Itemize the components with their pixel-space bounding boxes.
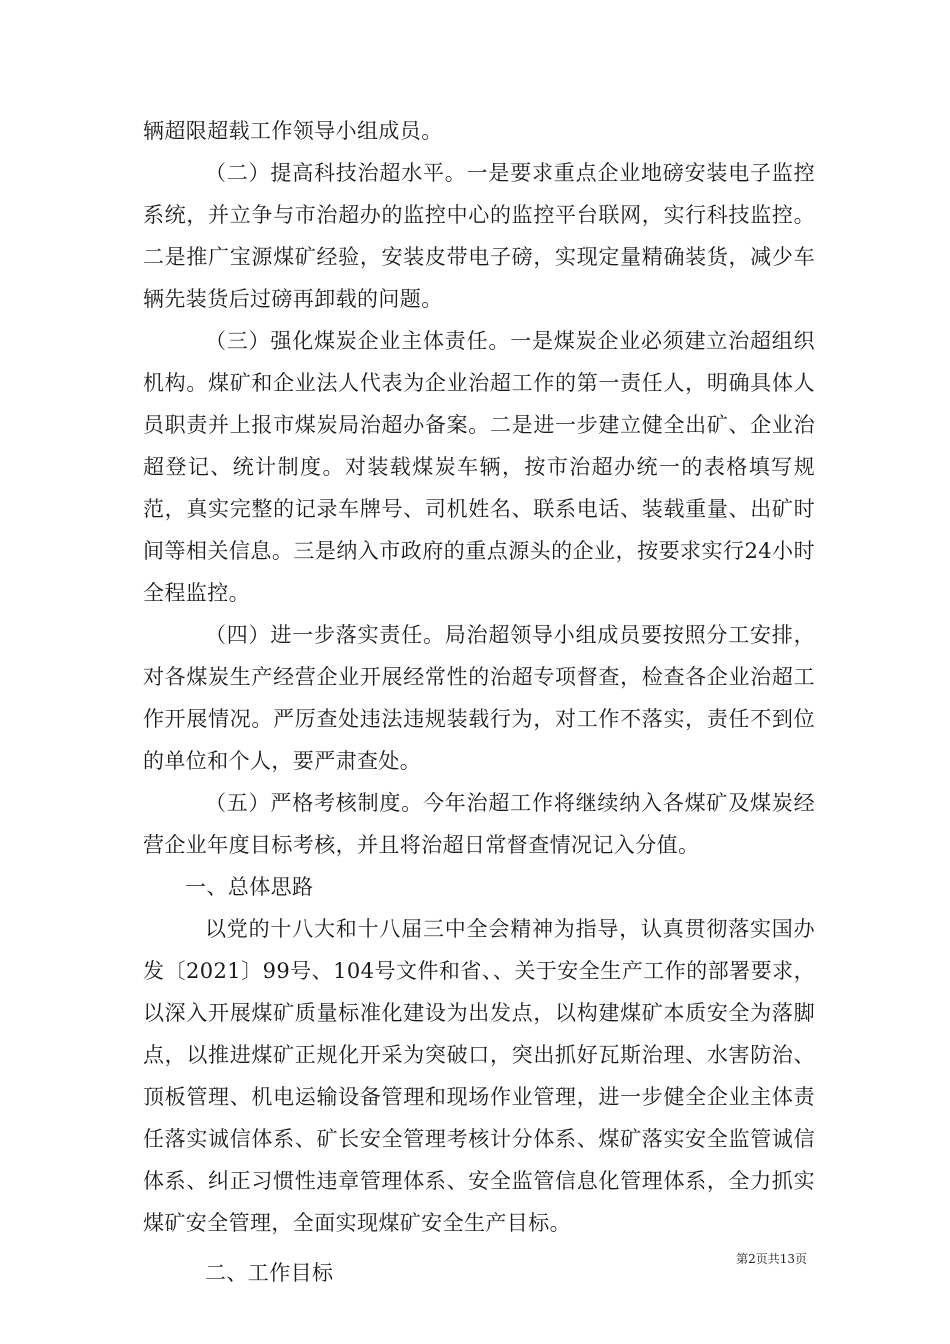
paragraph-section-4: （四）进一步落实责任。局治超领导小组成员要按照分工安排，对各煤炭生产经营企业开展经常性的治超专项督查，检查各企业治超工作开展情况。严厉查处违法违规装载行为，对工作不落实，责任不到位的单位和个人，要严肃查处。 [143, 623, 815, 773]
heading-work-goals: 二、工作目标 [205, 1261, 334, 1285]
page-number: 第2页共13页 [736, 1252, 807, 1266]
paragraph-section-2: （二）提高科技治超水平。一是要求重点企业地磅安装电子监控系统，并立争与市治超办的监控中心的监控平台联网，实行科技监控。二是推广宝源煤矿经验，安装皮带电子磅，实现定量精确装货，减少车辆先装货后过磅再卸载的问题。 [143, 161, 815, 311]
heading-overall-approach: 一、总体思路 [185, 875, 314, 899]
paragraph-section-5: （五）严格考核制度。今年治超工作将继续纳入各煤矿及煤炭经营企业年度目标考核，并且将治超日常督查情况记入分值。 [143, 791, 815, 857]
paragraph-overall-approach: 以党的十八大和十八届三中全会精神为指导，认真贯彻落实国办发〔2021〕99号、104号文件和省、、关于安全生产工作的部署要求，以深入开展煤矿质量标准化建设为出发点，以构建煤矿本质安全为落脚点，以推进煤矿正规化开采为突破口，突出抓好瓦斯治理、水害防治、顶板管理、机电运输设备管理和现场作业管理，进一步健全企业主体责任落实诚信体系、矿长安全管理考核计分体系、煤矿落实安全监管诚信体系、纠正习惯性违章管理体系、安全监管信息化管理体系，全力抓实煤矿安全管理，全面实现煤矿安全生产目标。 [143, 917, 815, 1235]
document-body [143, 110, 815, 1294]
paragraph-continuation: 辆超限超载工作领导小组成员。 [143, 119, 443, 143]
paragraph-section-3: （三）强化煤炭企业主体责任。一是煤炭企业必须建立治超组织机构。煤矿和企业法人代表为企业治超工作的第一责任人，明确具体人员职责并上报市煤炭局治超办备案。二是进一步建立健全出矿、企业治超登记、统计制度。对装载煤炭车辆，按市治超办统一的表格填写规范，真实完整的记录车牌号、司机姓名、联系电话、装载重量、出矿时间等相关信息。三是纳入市政府的重点源头的企业，按要求实行24小时全程监控。 [143, 329, 815, 605]
